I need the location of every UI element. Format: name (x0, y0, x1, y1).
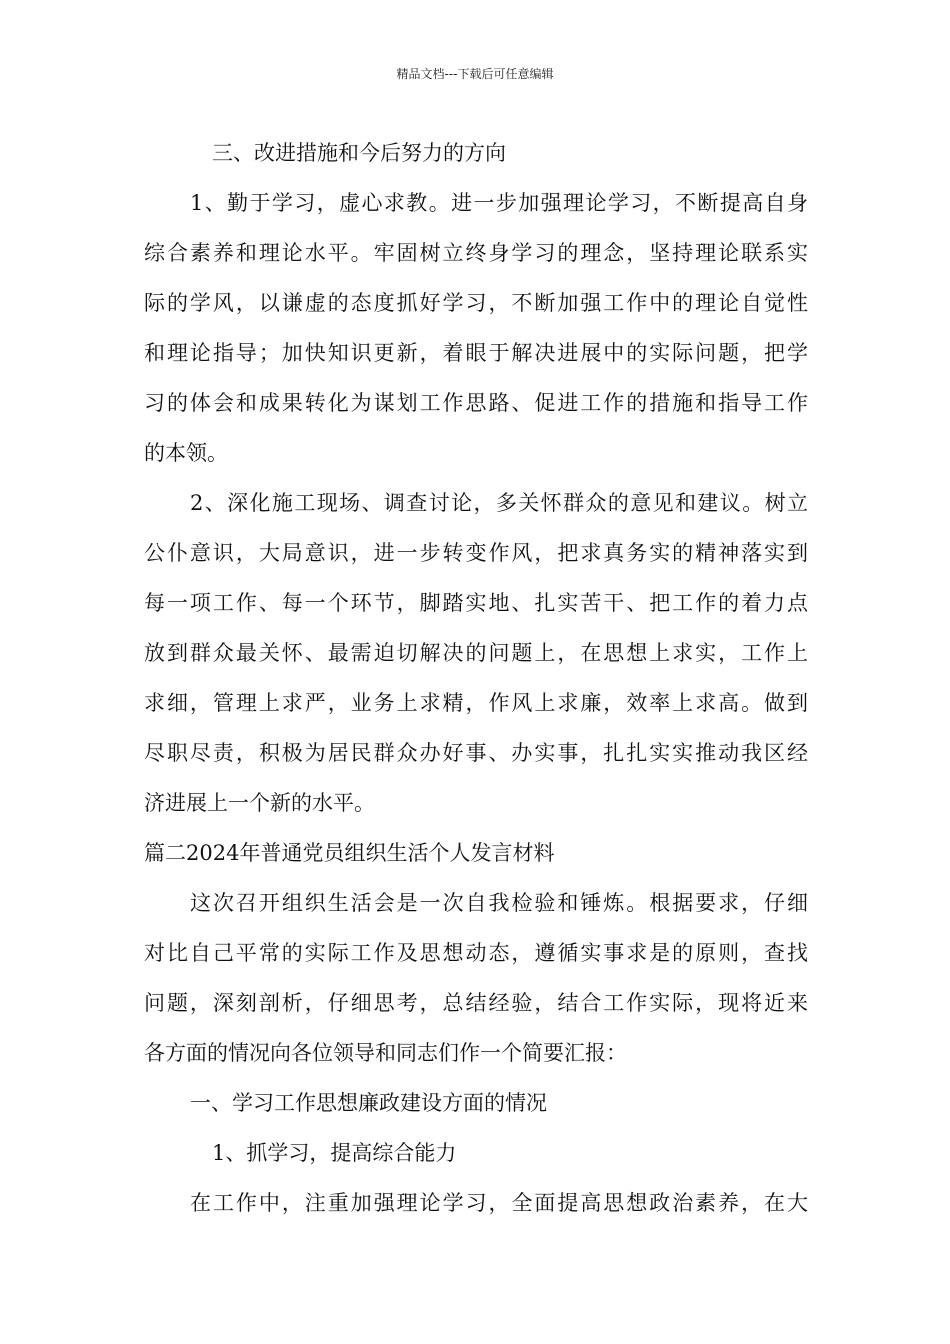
text-line: 各方面的情况向各位领导和同志们作一个简要汇报： (144, 1041, 627, 1065)
text-line: 济进展上一个新的水平。 (144, 791, 375, 815)
text-line: 求细，管理上求严，业务上求精，作风上求廉，效率上求高。做到 (144, 691, 808, 715)
text-line: 习的体会和成果转化为谋划工作思路、促进工作的措施和指导工作 (144, 391, 808, 415)
text-line: 在工作中，注重加强理论学习，全面提高思想政治素养，在大 (190, 1191, 808, 1215)
text-line: 1、抓学习，提高综合能力 (212, 1141, 457, 1165)
text-line: 一、学习工作思想廉政建设方面的情况 (190, 1091, 547, 1115)
text-line: 这次召开组织生活会是一次自我检验和锤炼。根据要求，仔细 (190, 891, 808, 915)
text-line: 的本领。 (144, 441, 228, 465)
text-line: 2、深化施工现场、调查讨论，多关怀群众的意见和建议。树立 (190, 491, 808, 515)
text-line: 尽职尽责，积极为居民群众办好事、办实事，扎扎实实推动我区经 (144, 741, 808, 765)
text-line: 和理论指导；加快知识更新，着眼于解决进展中的实际问题，把学 (144, 341, 808, 365)
document-body (144, 128, 808, 1228)
text-line: 际的学风，以谦虚的态度抓好学习，不断加强工作中的理论自觉性 (144, 291, 808, 315)
text-line: 1、勤于学习，虚心求教。进一步加强理论学习，不断提高自身 (190, 191, 808, 215)
text-line: 放到群众最关怀、最需迫切解决的问题上，在思想上求实，工作上 (144, 641, 808, 665)
text-line: 对比自己平常的实际工作及思想动态，遵循实事求是的原则，查找 (144, 941, 808, 965)
page-header: 精品文档---下载后可任意编辑 (396, 67, 554, 81)
text-line: 三、改进措施和今后努力的方向 (212, 141, 506, 165)
text-line: 综合素养和理论水平。牢固树立终身学习的理念，坚持理论联系实 (144, 241, 808, 265)
text-line: 每一项工作、每一个环节，脚踏实地、扎实苦干、把工作的着力点 (144, 591, 808, 615)
text-line: 问题，深刻剖析，仔细思考，总结经验，结合工作实际，现将近来 (144, 991, 808, 1015)
text-line: 公仆意识，大局意识，进一步转变作风，把求真务实的精神落实到 (144, 541, 808, 565)
text-line: 篇二2024年普通党员组织生活个人发言材料 (144, 841, 555, 865)
